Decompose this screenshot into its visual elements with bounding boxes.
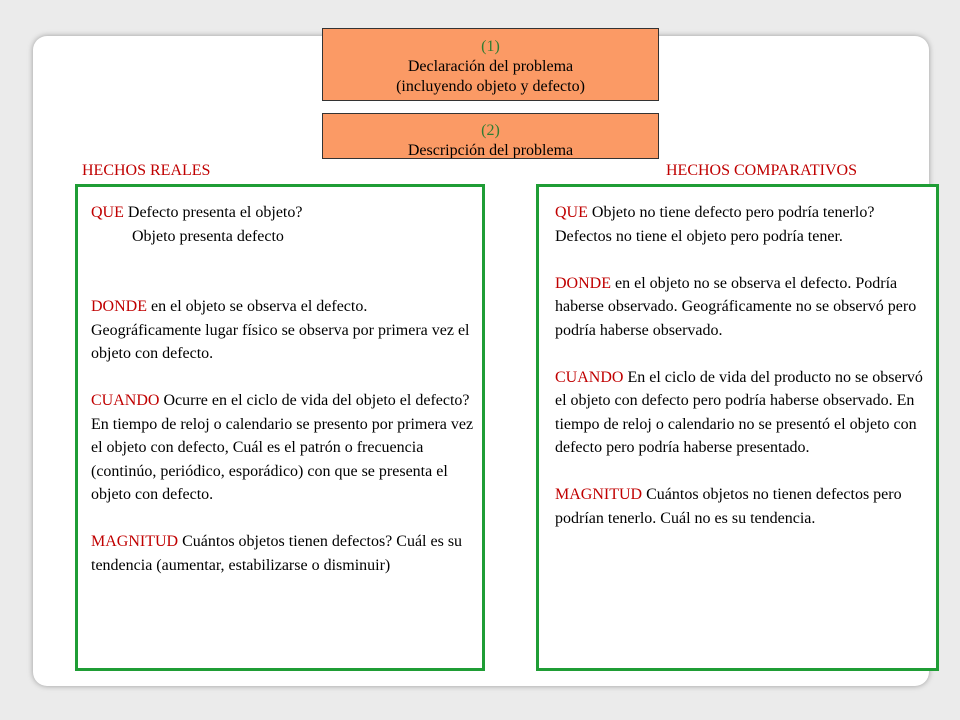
real-magnitud-paragraph [91,530,478,577]
comp-donde-text: en el objeto no se observa el defecto. Podría haberse observado. Geográficamente no se observó pero podría haberse observado. [555,274,917,339]
real-donde-text: en el objeto se observa el defecto. Geográficamente lugar físico se observa por primera vez el objeto con defecto. [91,298,470,362]
comp-magnitud-paragraph [555,483,932,530]
problem-statement-number: (1) [481,38,500,55]
real-cuando-paragraph [91,389,478,507]
problem-description-box [322,113,659,159]
real-facts-panel [75,184,485,671]
comp-magnitud-keyword: MAGNITUD [555,486,643,503]
comp-cuando-paragraph [555,366,932,460]
comp-donde-keyword: DONDE [555,274,611,292]
real-donde-keyword: DONDE [91,298,147,315]
comp-magnitud-text: Cuántos objetos no tienen defectos pero podrían tenerlo. Cuál no es su tendencia. [555,486,902,527]
real-cuando-keyword: CUANDO [91,392,160,409]
real-magnitud-keyword: MAGNITUD [91,533,179,550]
comparative-facts-panel [536,184,939,671]
comp-que-text: Objeto no tiene defecto pero podría tenerlo? Defectos no tiene el objeto pero podría tener. [555,204,875,245]
real-que-subtext: Objeto presenta defecto [132,227,284,245]
comp-cuando-text: En el ciclo de vida del producto no se observó el objeto con defecto pero podría haberse observado. En tiempo de reloj o calendario no se presentó el objeto con defecto pero podría haberse presentado. [555,368,923,456]
real-facts-title: HECHOS REALES [82,162,211,179]
real-que-text: Defecto presenta el objeto? [123,204,303,221]
problem-description-number: (2) [481,122,500,139]
problem-statement-box [322,28,659,101]
real-cuando-text: Ocurre en el ciclo de vida del objeto el defecto? En tiempo de reloj o calendario se presento por primera vez el objeto con defecto, Cuál es el patrón o frecuencia (continúo, periódico, esporádico) con que se presenta el objeto con defecto. [91,392,474,503]
problem-statement-subtitle: (incluyendo objeto y defecto) [396,78,585,95]
problem-statement-title: Declaración del problema [407,58,574,75]
real-que-paragraph [91,201,478,248]
comp-que-keyword: QUE [555,204,588,221]
problem-description-title: Descripción del problema [407,142,574,159]
comparative-facts-title: HECHOS COMPARATIVOS [666,162,858,179]
comp-cuando-keyword: CUANDO [555,368,624,386]
real-que-keyword: QUE [91,204,124,221]
real-donde-paragraph [91,295,478,366]
comp-que-paragraph [555,201,932,248]
real-magnitud-text: Cuántos objetos tienen defectos? Cuál es su tendencia (aumentar, estabilizarse o disminuir) [91,533,463,574]
comp-donde-paragraph [555,272,932,343]
